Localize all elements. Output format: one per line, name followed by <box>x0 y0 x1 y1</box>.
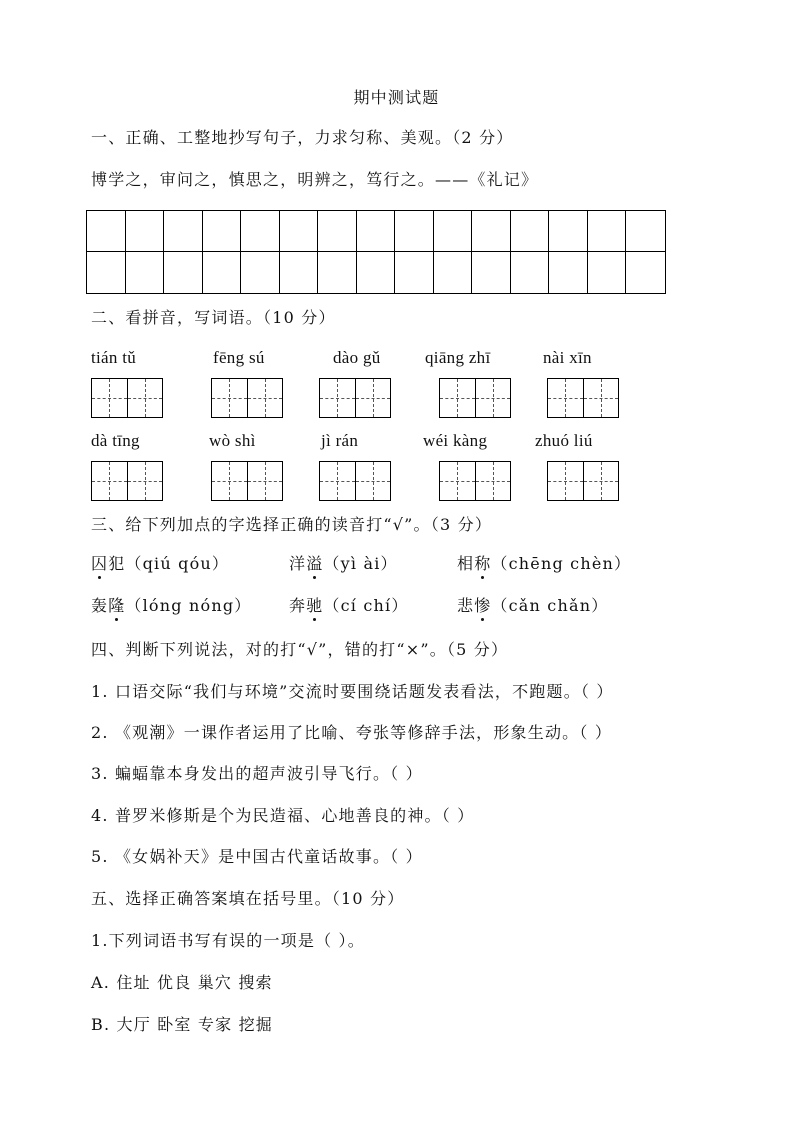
section1-sentence: 博学之，审问之，慎思之，明辨之，笃行之。——《礼记》 <box>91 170 539 189</box>
answer-box[interactable] <box>211 461 283 501</box>
section1-heading: 一、正确、工整地抄写句子，力求匀称、美观。（2 分） <box>91 128 514 147</box>
copy-grid-cell[interactable] <box>472 252 511 293</box>
judgment-item[interactable]: 5. 《女娲补天》是中国古代童话故事。（ ） <box>91 847 423 866</box>
copy-grid-cell[interactable] <box>549 211 588 252</box>
choice-option-a[interactable]: A. 住址 优良 巢穴 搜索 <box>91 973 273 992</box>
reading-choice-item[interactable]: 相称（chēng chèn） <box>457 554 632 573</box>
copy-grid-cell[interactable] <box>280 252 319 293</box>
copy-grid-cell[interactable] <box>626 211 665 252</box>
copy-grid-cell[interactable] <box>87 211 126 252</box>
choice-option-b[interactable]: B. 大厅 卧室 专家 挖掘 <box>91 1015 273 1034</box>
answer-box[interactable] <box>547 378 619 418</box>
copy-grid-cell[interactable] <box>280 211 319 252</box>
copy-grid-cell[interactable] <box>511 252 550 293</box>
copy-grid-cell[interactable] <box>434 211 473 252</box>
judgment-item[interactable]: 2. 《观潮》一课作者运用了比喻、夸张等修辞手法，形象生动。（ ） <box>91 723 613 742</box>
dotted-character: 隆 <box>108 596 126 615</box>
dotted-character: 驰 <box>306 596 324 615</box>
section5-heading: 五、选择正确答案填在括号里。（10 分） <box>91 889 405 908</box>
copy-grid-cell[interactable] <box>434 252 473 293</box>
reading-choice-item[interactable]: 悲惨（cǎn chǎn） <box>457 596 609 615</box>
copy-grid-cell[interactable] <box>395 252 434 293</box>
choice-question: 1.下列词语书写有误的一项是（ ）。 <box>91 931 365 950</box>
copy-grid-cell[interactable] <box>626 252 665 293</box>
copy-grid-cell[interactable] <box>395 211 434 252</box>
copy-writing-grid[interactable] <box>86 210 666 294</box>
pinyin-label: zhuó liú <box>535 431 593 450</box>
answer-box[interactable] <box>91 378 163 418</box>
answer-box[interactable] <box>319 378 391 418</box>
copy-grid-cell[interactable] <box>357 211 396 252</box>
pinyin-label: qiāng zhī <box>425 348 491 367</box>
copy-grid-cell[interactable] <box>164 252 203 293</box>
judgment-item[interactable]: 4. 普罗米修斯是个为民造福、心地善良的神。（ ） <box>91 806 475 825</box>
copy-grid-cell[interactable] <box>472 211 511 252</box>
pinyin-label: wò shì <box>209 431 256 450</box>
pinyin-label: fēng sú <box>213 348 265 367</box>
section4-heading: 四、判断下列说法，对的打“√”，错的打“×”。（5 分） <box>91 640 509 659</box>
reading-choice-item[interactable]: 洋溢（yì ài） <box>289 554 398 573</box>
answer-box[interactable] <box>439 378 511 418</box>
copy-grid-cell[interactable] <box>241 252 280 293</box>
copy-grid-cell[interactable] <box>318 211 357 252</box>
copy-grid-cell[interactable] <box>126 252 165 293</box>
answer-box[interactable] <box>319 461 391 501</box>
judgment-item[interactable]: 1. 口语交际“我们与环境”交流时要围绕话题发表看法，不跑题。（ ） <box>91 682 614 701</box>
reading-choice-item[interactable]: 轰隆（lóng nóng） <box>91 596 252 615</box>
dotted-character: 惨 <box>474 596 492 615</box>
dotted-character: 称 <box>474 554 492 573</box>
judgment-item[interactable]: 3. 蝙蝠靠本身发出的超声波引导飞行。（ ） <box>91 764 423 783</box>
answer-box[interactable] <box>547 461 619 501</box>
pinyin-label: dà tīng <box>91 431 140 450</box>
copy-grid-cell[interactable] <box>203 211 242 252</box>
answer-box[interactable] <box>91 461 163 501</box>
dotted-character: 囚 <box>91 554 109 573</box>
section2-heading: 二、看拼音，写词语。（10 分） <box>91 308 336 327</box>
answer-box[interactable] <box>439 461 511 501</box>
copy-grid-cell[interactable] <box>549 252 588 293</box>
copy-grid-cell[interactable] <box>241 211 280 252</box>
pinyin-label: jì rán <box>321 431 359 450</box>
answer-box[interactable] <box>211 378 283 418</box>
copy-grid-cell[interactable] <box>318 252 357 293</box>
dotted-character: 溢 <box>306 554 324 573</box>
reading-choice-item[interactable]: 囚犯（qiú qóu） <box>91 554 230 573</box>
pinyin-label: dào gǔ <box>333 348 381 367</box>
pinyin-label: wéi kàng <box>423 431 488 450</box>
copy-grid-cell[interactable] <box>126 211 165 252</box>
pinyin-label: nài xīn <box>543 348 592 367</box>
copy-grid-cell[interactable] <box>203 252 242 293</box>
page-title: 期中测试题 <box>353 88 440 107</box>
copy-grid-cell[interactable] <box>164 211 203 252</box>
copy-grid-cell[interactable] <box>511 211 550 252</box>
reading-choice-item[interactable]: 奔驰（cí chí） <box>289 596 409 615</box>
copy-grid-cell[interactable] <box>588 211 627 252</box>
copy-grid-cell[interactable] <box>588 252 627 293</box>
section3-heading: 三、给下列加点的字选择正确的读音打“√”。（3 分） <box>91 515 493 534</box>
copy-grid-cell[interactable] <box>87 252 126 293</box>
copy-grid-cell[interactable] <box>357 252 396 293</box>
pinyin-label: tián tǔ <box>91 348 137 367</box>
